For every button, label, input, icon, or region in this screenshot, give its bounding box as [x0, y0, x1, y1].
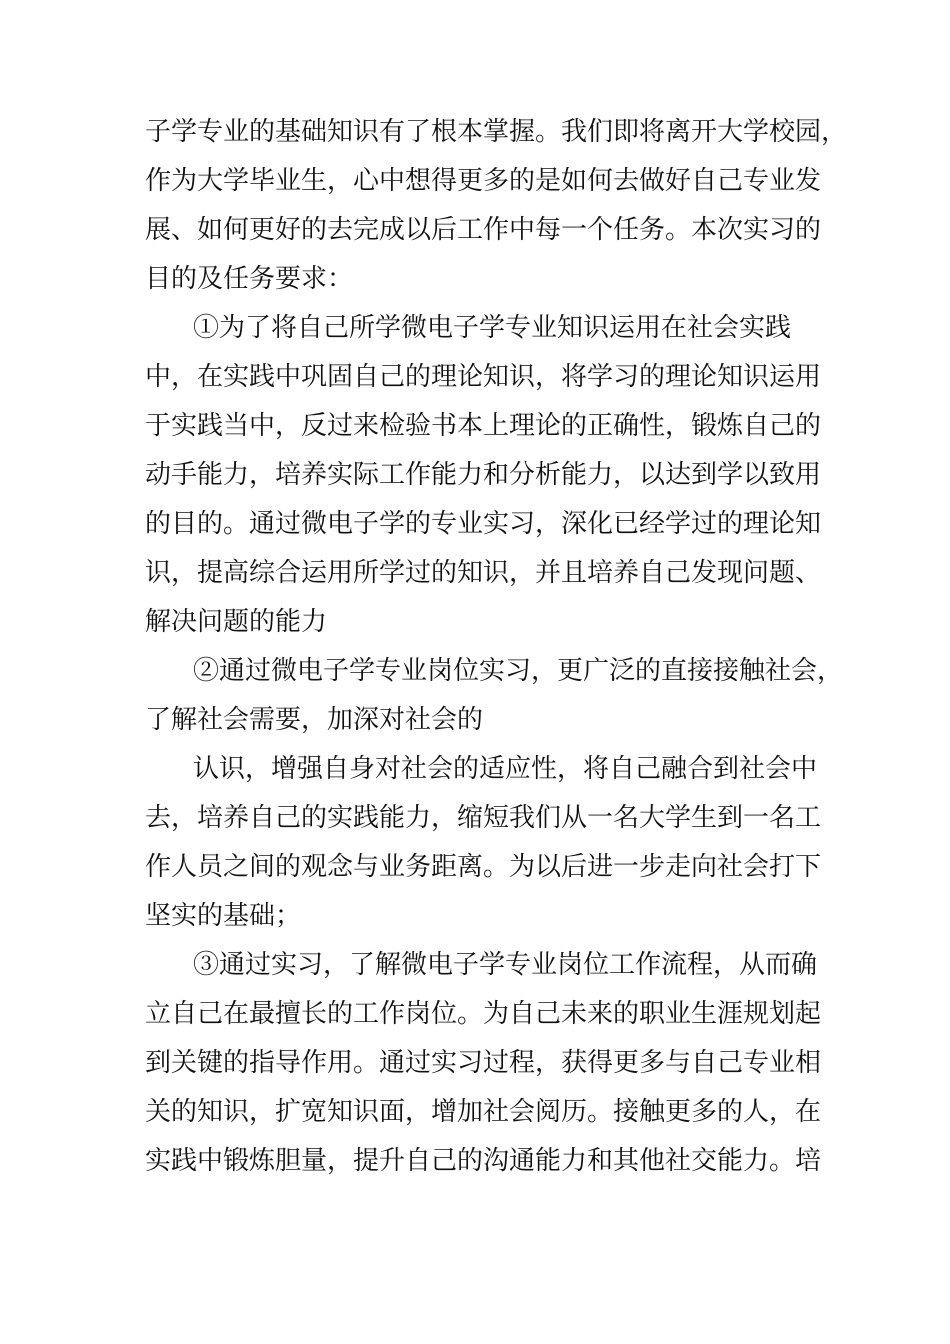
text-line: 中，在实践中巩固自己的理论知识，将学习的理论知识运用	[145, 362, 822, 392]
text-line: ②通过微电子学专业岗位实习，更广泛的直接接触社会，	[193, 656, 844, 686]
text-line: 了解社会需要，加深对社会的	[145, 705, 484, 735]
text-line: 到关键的指导作用。通过实习过程，获得更多与自己专业相	[145, 1048, 822, 1078]
text-line: 去，培养自己的实践能力，缩短我们从一名大学生到一名工	[145, 803, 822, 833]
body-text	[145, 108, 848, 1186]
text-line: 的目的。通过微电子学的专业实习，深化已经学过的理论知	[145, 509, 822, 539]
text-line: ①为了将自己所学微电子学专业知识运用在社会实践	[193, 313, 792, 343]
text-line: 解决问题的能力	[145, 607, 328, 637]
text-line: 于实践当中，反过来检验书本上理论的正确性，锻炼自己的	[145, 411, 822, 441]
text-line: 坚实的基础；	[145, 901, 302, 931]
text-line: 认识，增强自身对社会的适应性，将自己融合到社会中	[193, 754, 818, 784]
text-line: 子学专业的基础知识有了根本掌握。我们即将离开大学校园，	[145, 117, 848, 147]
text-line: 实践中锻炼胆量，提升自己的沟通能力和其他社交能力。培	[145, 1146, 822, 1176]
text-line: 动手能力，培养实际工作能力和分析能力，以达到学以致用	[145, 460, 822, 490]
text-line: 识，提高综合运用所学过的知识，并且培养自己发现问题、	[145, 558, 822, 588]
text-line: 目的及任务要求：	[145, 264, 354, 294]
text-line: 立自己在最擅长的工作岗位。为自己未来的职业生涯规划起	[145, 999, 822, 1029]
text-line: 关的知识，扩宽知识面，增加社会阅历。接触更多的人，在	[145, 1097, 822, 1127]
text-line: ③通过实习，了解微电子学专业岗位工作流程，从而确	[193, 950, 818, 980]
text-line: 作人员之间的观念与业务距离。为以后进一步走向社会打下	[145, 852, 822, 882]
text-line: 展、如何更好的去完成以后工作中每一个任务。本次实习的	[145, 215, 822, 245]
text-line: 作为大学毕业生，心中想得更多的是如何去做好自己专业发	[145, 166, 822, 196]
